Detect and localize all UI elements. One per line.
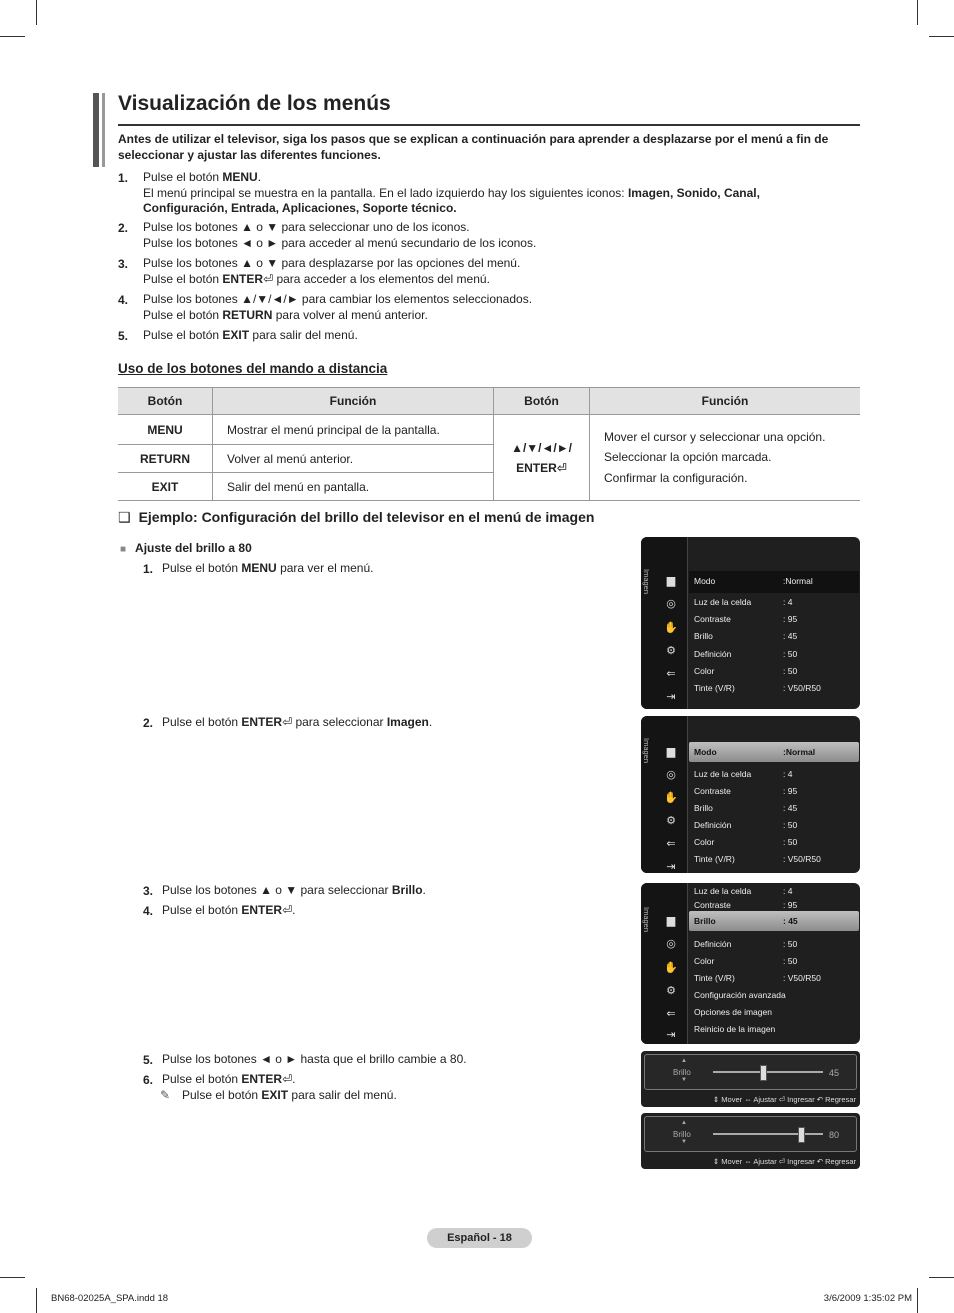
menu-item[interactable] (694, 664, 854, 678)
step-line: Pulse los botones ▲ o ▼ para seleccionar uno de los iconos. (143, 220, 470, 234)
step-text: Pulse el botón MENU para ver el menú. (162, 561, 374, 575)
table-header: Función (213, 388, 494, 415)
table-cell-button: RETURN (118, 445, 213, 473)
menu-item-value: : 95 (783, 614, 798, 624)
menu-item[interactable] (694, 612, 854, 626)
menu-item-label: Brillo (694, 916, 716, 926)
menu-sidebar-label: Imagen (642, 738, 651, 764)
setup-gear-icon[interactable]: ⚙ (666, 985, 676, 997)
menu-item[interactable] (694, 1022, 854, 1036)
channel-icon[interactable]: ✋ (664, 792, 678, 804)
menu-item-label: Luz de la celda (694, 769, 752, 779)
menu-item[interactable] (694, 801, 854, 815)
menu-item-label: Modo (694, 747, 717, 757)
crop-mark (929, 36, 954, 37)
title-rule (118, 124, 860, 126)
enter-button-label: ENTER⏎ (516, 460, 567, 475)
application-icon[interactable]: ⇥ (666, 691, 676, 703)
up-arrow-icon: ▲ (681, 1058, 687, 1064)
step-number: 5. (143, 1053, 154, 1067)
menu-item[interactable] (694, 818, 854, 832)
slider-track[interactable] (713, 1133, 823, 1135)
footer-timestamp: 3/6/2009 1:35:02 PM (823, 1293, 912, 1304)
step-number: 6. (143, 1073, 154, 1087)
title-bar-decoration (93, 93, 99, 167)
menu-item-label: Tinte (V/R) (694, 973, 735, 983)
step-text: Pulse los botones ◄ o ► hasta que el brillo cambie a 80. (162, 1052, 467, 1066)
menu-item-label: Luz de la celda (694, 597, 752, 607)
note-text: Pulse el botón EXIT para salir del menú. (182, 1088, 397, 1102)
step-line: Pulse los botones ▲/▼/◄/► para cambiar los elementos seleccionados. (143, 292, 533, 306)
function-line: Confirmar la configuración. (604, 470, 748, 485)
table-row (118, 415, 860, 445)
intro-text: Antes de utilizar el televisor, siga los pasos que se explican a continuación para aprender a desplazarse por el menú a fin de seleccionar y ajustar las diferentes funciones. (118, 132, 829, 162)
menu-item-label: Modo (694, 576, 716, 586)
step-number: 2. (118, 221, 129, 235)
menu-item-label: Reinicio de la imagen (694, 1024, 776, 1034)
step-text (143, 292, 863, 323)
menu-item-value: : V50/R50 (783, 854, 821, 864)
slider-label: Brillo (673, 1068, 691, 1077)
step-number: 4. (143, 904, 154, 918)
menu-sidebar-label: Imagen (642, 907, 651, 933)
section-heading: Uso de los botones del mando a distancia (118, 361, 388, 376)
menu-item-label: Opciones de imagen (694, 1007, 772, 1017)
menu-item[interactable] (694, 1005, 854, 1019)
step-text: Pulse el botón ENTER⏎. (162, 1072, 296, 1086)
down-arrow-icon: ▼ (681, 1077, 687, 1083)
step-text (143, 256, 863, 287)
menu-item[interactable] (694, 852, 854, 866)
sound-icon[interactable]: ◎ (666, 938, 676, 950)
crop-mark (36, 1288, 37, 1313)
crop-mark (917, 0, 918, 25)
menu-item-value: : 95 (783, 786, 798, 796)
menu-item-value: : V50/R50 (783, 683, 821, 693)
picture-icon[interactable]: ▆ (666, 915, 676, 927)
input-icon[interactable]: ⇐ (666, 838, 676, 850)
menu-item-label: Color (694, 666, 715, 676)
menu-item-label: Contraste (694, 786, 731, 796)
crop-mark (917, 1288, 918, 1313)
step-text: Pulse el botón ENTER⏎. (162, 903, 296, 917)
input-icon[interactable]: ⇐ (666, 1008, 676, 1020)
menu-item-label: Definición (694, 649, 732, 659)
nav-buttons-label: ▲/▼/◄/►/ (511, 440, 572, 455)
brightness-slider-screen-2 (641, 1113, 860, 1169)
channel-icon[interactable]: ✋ (664, 622, 678, 634)
table-cell-function: Salir del menú en pantalla. (213, 473, 494, 501)
menu-item-value: : 50 (783, 956, 798, 966)
menu-item[interactable] (694, 767, 854, 781)
slider-thumb[interactable] (798, 1127, 805, 1143)
step-line: Pulse el botón ENTER⏎ para acceder a los elementos del menú. (143, 271, 490, 286)
crop-mark (929, 1277, 954, 1278)
step-line: Pulse el botón EXIT para salir del menú. (143, 328, 358, 342)
menu-item[interactable] (694, 884, 854, 898)
channel-icon[interactable]: ✋ (664, 962, 678, 974)
crop-mark (36, 0, 37, 25)
menu-item-value: : 50 (783, 649, 798, 659)
menu-item-value: :Normal (783, 747, 816, 757)
menu-item-value: : 4 (783, 886, 793, 896)
slider-value: 80 (829, 1130, 840, 1140)
table-header: Función (590, 388, 861, 415)
slider-value: 45 (829, 1068, 840, 1078)
menu-item[interactable] (694, 954, 854, 968)
function-line: Seleccionar la opción marcada. (604, 450, 772, 465)
step-text: Pulse el botón ENTER⏎ para seleccionar Imagen. (162, 715, 433, 729)
menu-sidebar-label: Imagen (642, 569, 651, 595)
step-text (143, 328, 863, 344)
menu-item-label: Brillo (694, 803, 713, 813)
step-text (143, 170, 863, 217)
slider-track[interactable] (713, 1071, 823, 1073)
menu-item[interactable] (694, 784, 854, 798)
step-number: 3. (143, 884, 154, 898)
table-cell-button: EXIT (118, 473, 213, 501)
menu-item[interactable] (694, 595, 854, 609)
step-number: 5. (118, 329, 129, 343)
menu-item[interactable] (694, 681, 854, 695)
step-line: Pulse los botones ▲ o ▼ para desplazarse por las opciones del menú. (143, 256, 521, 270)
tv-menu-screen-1 (641, 537, 860, 709)
setup-gear-icon[interactable]: ⚙ (666, 645, 676, 657)
slider-panel (644, 1116, 857, 1152)
tv-menu-screen-3 (641, 883, 860, 1044)
table-header: Botón (494, 388, 590, 415)
step-number: 1. (143, 562, 154, 576)
example-title: Ejemplo: Configuración del brillo del televisor en el menú de imagen (138, 509, 595, 525)
slider-thumb[interactable] (760, 1065, 767, 1081)
table-cell-button: MENU (118, 415, 213, 445)
menu-item-label: Contraste (694, 614, 731, 624)
title-bar-decoration (102, 93, 105, 167)
menu-item[interactable] (694, 835, 854, 849)
menu-item-value: : 50 (783, 939, 798, 949)
square-bullet-icon: ■ (120, 544, 127, 555)
menu-item-label: Color (694, 956, 715, 966)
step-number: 3. (118, 257, 129, 271)
menu-item-label: Tinte (V/R) (694, 854, 735, 864)
sound-icon[interactable]: ◎ (666, 598, 676, 610)
menu-item-label: Configuración avanzada (694, 990, 786, 1000)
down-arrow-icon: ▼ (681, 1139, 687, 1145)
slider-help-bar: ⇕ Mover ⇔ Ajustar ⏎ Ingresar ↶ Regresar (712, 1157, 856, 1166)
menu-item-selected[interactable] (694, 745, 854, 759)
step-line: Pulse los botones ◄ o ► para acceder al menú secundario de los iconos. (143, 235, 537, 250)
slider-help-bar: ⇕ Mover ⇔ Ajustar ⏎ Ingresar ↶ Regresar (712, 1095, 856, 1104)
menu-item[interactable] (694, 988, 854, 1002)
step-line: Configuración, Entrada, Aplicaciones, Soporte técnico. (143, 201, 457, 216)
menu-item-label: Color (694, 837, 715, 847)
footer-file-info: BN68-02025A_SPA.indd 18 (51, 1293, 169, 1304)
step-number: 1. (118, 171, 129, 185)
note-icon: ✎ (160, 1088, 171, 1102)
menu-item-value: : 4 (783, 597, 793, 607)
sound-icon[interactable]: ◎ (666, 769, 676, 781)
page-number-badge: Español - 18 (427, 1228, 532, 1248)
brightness-slider-screen-1 (641, 1051, 860, 1107)
table-header-row (118, 388, 860, 415)
menu-item-value: : 45 (783, 631, 798, 641)
table-cell-function: Mostrar el menú principal de la pantalla. (213, 415, 494, 445)
slider-label: Brillo (673, 1130, 691, 1139)
crop-mark (0, 36, 25, 37)
slider-panel (644, 1054, 857, 1090)
menu-item-value: : 50 (783, 820, 798, 830)
step-text: Pulse los botones ▲ o ▼ para seleccionar Brillo. (162, 883, 426, 897)
step-text (143, 220, 863, 251)
setup-gear-icon[interactable]: ⚙ (666, 815, 676, 827)
menu-item[interactable] (694, 898, 854, 912)
picture-icon[interactable]: ▆ (666, 746, 676, 758)
step-line: El menú principal se muestra en la pantalla. En el lado izquierdo hay los siguientes iconos: Imagen, Sonido, Canal, (143, 185, 760, 200)
crop-mark (0, 1277, 25, 1278)
step-line: Pulse el botón RETURN para volver al menú anterior. (143, 307, 428, 322)
menu-item-label: Luz de la celda (694, 886, 752, 896)
up-arrow-icon: ▲ (681, 1120, 687, 1126)
page-title: Visualización de los menús (118, 92, 391, 115)
menu-item-label: Brillo (694, 631, 713, 641)
menu-item-value: : 4 (783, 769, 793, 779)
step-line: Pulse el botón MENU. (143, 170, 262, 184)
remote-buttons-table (118, 387, 860, 501)
application-icon[interactable]: ⇥ (666, 1029, 676, 1041)
table-cell-function-nav (590, 415, 861, 501)
menu-item-value: : 45 (783, 916, 798, 926)
table-header: Botón (118, 388, 213, 415)
menu-item-value: : V50/R50 (783, 973, 821, 983)
menu-item-value: :Normal (783, 576, 813, 586)
menu-item-label: Contraste (694, 900, 731, 910)
menu-item-label: Definición (694, 820, 732, 830)
menu-item-value: : 95 (783, 900, 798, 910)
menu-item-value: : 50 (783, 666, 798, 676)
table-cell-function: Volver al menú anterior. (213, 445, 494, 473)
menu-item[interactable] (694, 574, 854, 588)
application-icon[interactable]: ⇥ (666, 861, 676, 873)
tv-menu-screen-2 (641, 716, 860, 873)
step-number: 4. (118, 293, 129, 307)
menu-item-value: : 45 (783, 803, 798, 813)
menu-item-selected[interactable] (694, 914, 854, 928)
menu-item[interactable] (694, 647, 854, 661)
menu-item-value: : 50 (783, 837, 798, 847)
example-heading (118, 509, 594, 526)
menu-item[interactable] (694, 629, 854, 643)
subheading-title: Ajuste del brillo a 80 (135, 541, 252, 555)
menu-item[interactable] (694, 971, 854, 985)
input-icon[interactable]: ⇐ (666, 668, 676, 680)
table-cell-button-nav (494, 415, 590, 501)
step-number: 2. (143, 716, 154, 730)
function-line: Mover el cursor y seleccionar una opción. (604, 429, 826, 444)
menu-item[interactable] (694, 937, 854, 951)
menu-item-label: Tinte (V/R) (694, 683, 735, 693)
subheading (120, 541, 252, 555)
picture-icon[interactable]: ▆ (666, 575, 676, 587)
checkbox-icon: ❑ (118, 509, 131, 525)
menu-item-label: Definición (694, 939, 732, 949)
